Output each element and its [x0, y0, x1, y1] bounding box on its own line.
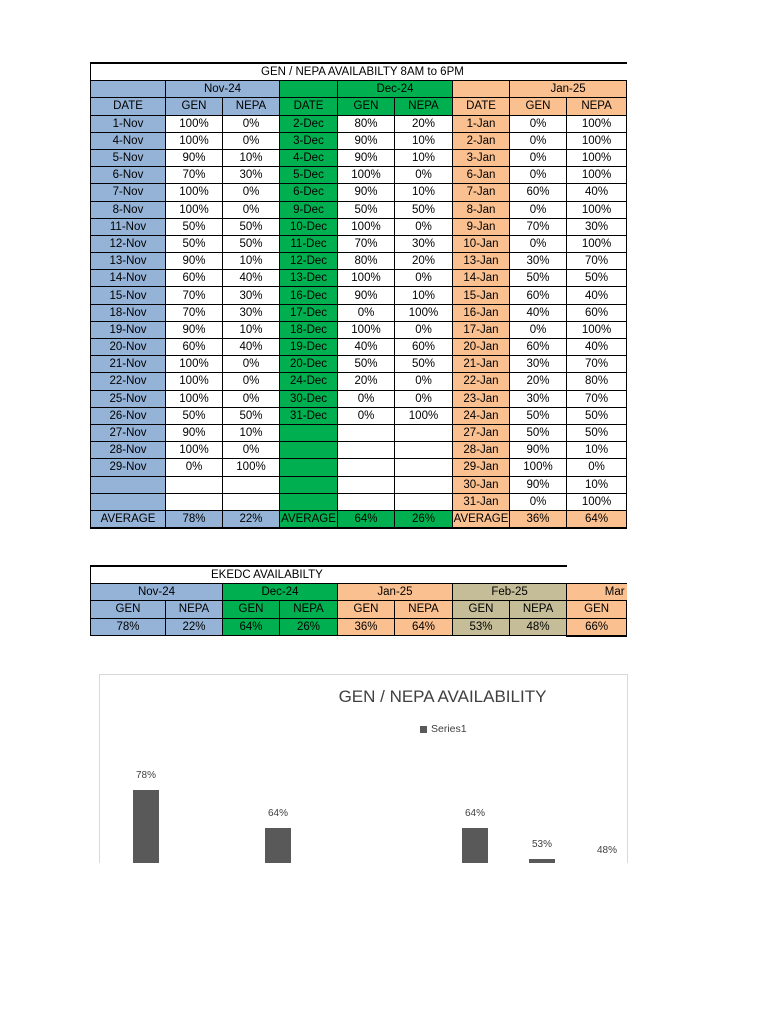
blank-cell	[280, 81, 338, 98]
table-cell	[223, 476, 280, 493]
table-row	[91, 235, 627, 252]
table-cell: 0%	[338, 390, 395, 407]
ekedc-table	[90, 565, 627, 637]
table-cell: 40%	[567, 184, 627, 201]
table-cell: 10%	[395, 149, 453, 166]
table-cell: 17-Jan	[453, 321, 510, 338]
table-cell: 50%	[166, 235, 223, 252]
table-cell	[91, 476, 166, 493]
table-cell: 100%	[166, 184, 223, 201]
table-cell: 30%	[395, 235, 453, 252]
table-cell	[166, 476, 223, 493]
table-row	[91, 132, 627, 149]
table-row	[91, 407, 627, 424]
table-cell: 100%	[166, 356, 223, 373]
table-cell: 60%	[395, 339, 453, 356]
table-cell: 0%	[510, 235, 567, 252]
table-cell: 30%	[510, 390, 567, 407]
average-cell: 64%	[567, 510, 627, 528]
table-cell: 0%	[395, 373, 453, 390]
table-cell: 15-Jan	[453, 287, 510, 304]
table-cell: 70%	[166, 167, 223, 184]
table-cell: 40%	[567, 339, 627, 356]
month-header: Dec-24	[338, 81, 453, 98]
value-cell: 36%	[338, 618, 395, 636]
table-cell: 50%	[395, 356, 453, 373]
table-cell: 21-Nov	[91, 356, 166, 373]
value-cell: 64%	[223, 618, 280, 636]
table-cell: 40%	[338, 339, 395, 356]
table-cell	[338, 476, 395, 493]
value-cell: 22%	[166, 618, 223, 636]
table-cell: 60%	[567, 304, 627, 321]
table-row	[91, 459, 627, 476]
table-cell: 90%	[166, 253, 223, 270]
table-cell: 20-Dec	[280, 356, 338, 373]
column-header: NEPA	[567, 98, 627, 115]
table-cell: 10%	[567, 442, 627, 459]
table-cell: 10-Dec	[280, 218, 338, 235]
table-cell: 9-Jan	[453, 218, 510, 235]
table-cell: 100%	[567, 235, 627, 252]
table-cell: 0%	[223, 442, 280, 459]
table-cell: 0%	[395, 270, 453, 287]
table-cell: 100%	[166, 373, 223, 390]
table-cell: 6-Jan	[453, 167, 510, 184]
column-header: GEN	[453, 601, 510, 618]
table-cell: 30%	[510, 356, 567, 373]
table-row	[91, 304, 627, 321]
average-cell: AVERAGE	[453, 510, 510, 528]
table-cell: 90%	[338, 184, 395, 201]
table-cell: 100%	[338, 218, 395, 235]
table-cell: 50%	[395, 201, 453, 218]
average-row	[91, 510, 627, 528]
table-cell	[223, 493, 280, 510]
table-cell: 21-Jan	[453, 356, 510, 373]
table-cell: 50%	[567, 407, 627, 424]
table-row	[91, 201, 627, 218]
value-cell: 78%	[91, 618, 166, 636]
column-header: GEN	[338, 601, 395, 618]
table-cell: 50%	[510, 407, 567, 424]
column-header: NEPA	[280, 601, 338, 618]
table-cell: 0%	[223, 373, 280, 390]
average-cell: 78%	[166, 510, 223, 528]
table-cell: 0%	[223, 356, 280, 373]
blank-cell	[91, 81, 166, 98]
table-cell: 90%	[338, 132, 395, 149]
table-cell	[91, 493, 166, 510]
table-cell: 100%	[395, 304, 453, 321]
table-cell: 100%	[567, 149, 627, 166]
table-cell: 80%	[338, 115, 395, 132]
table-cell: 30-Jan	[453, 476, 510, 493]
month-header: Jan-25	[338, 584, 453, 601]
table-cell: 11-Nov	[91, 218, 166, 235]
data-label: 64%	[267, 808, 288, 819]
chart-bar	[265, 828, 291, 863]
chart-title: GEN / NEPA AVAILABILITY	[338, 687, 547, 706]
table-cell: 100%	[567, 493, 627, 510]
table-cell: 18-Nov	[91, 304, 166, 321]
table-cell: 30%	[223, 304, 280, 321]
table-cell: 50%	[567, 424, 627, 441]
table-cell: 29-Jan	[453, 459, 510, 476]
table-cell	[395, 442, 453, 459]
table-cell: 30-Dec	[280, 390, 338, 407]
table-cell: 70%	[567, 390, 627, 407]
table-cell: 100%	[166, 442, 223, 459]
value-cell: 66%	[567, 618, 627, 636]
table-cell: 50%	[223, 407, 280, 424]
column-header: DATE	[453, 98, 510, 115]
column-header: GEN	[166, 98, 223, 115]
availability-table	[90, 62, 626, 529]
table-cell: 70%	[510, 218, 567, 235]
table-cell: 1-Nov	[91, 115, 166, 132]
table-cell: 50%	[338, 201, 395, 218]
table-cell: 11-Dec	[280, 235, 338, 252]
column-header: DATE	[280, 98, 338, 115]
table-cell: 0%	[510, 493, 567, 510]
table-row	[91, 184, 627, 201]
table-cell: 0%	[166, 459, 223, 476]
table-cell: 10%	[395, 287, 453, 304]
table-cell	[395, 459, 453, 476]
table-cell: 60%	[166, 270, 223, 287]
table-cell: 0%	[223, 390, 280, 407]
table-cell	[338, 459, 395, 476]
blank-cell	[567, 566, 627, 584]
column-header: GEN	[223, 601, 280, 618]
table-cell: 1-Jan	[453, 115, 510, 132]
column-header: NEPA	[510, 601, 567, 618]
column-header: NEPA	[223, 98, 280, 115]
average-cell: 36%	[510, 510, 567, 528]
table-cell: 0%	[567, 459, 627, 476]
table-cell: 28-Jan	[453, 442, 510, 459]
table-cell: 20%	[395, 253, 453, 270]
legend-swatch-icon	[420, 726, 427, 733]
table-cell: 40%	[510, 304, 567, 321]
table-cell	[338, 424, 395, 441]
table-cell: 24-Jan	[453, 407, 510, 424]
table-cell: 20%	[510, 373, 567, 390]
table-row	[91, 149, 627, 166]
table-cell: 0%	[395, 167, 453, 184]
table-cell: 0%	[510, 132, 567, 149]
table-cell: 2-Dec	[280, 115, 338, 132]
table-cell: 27-Jan	[453, 424, 510, 441]
table-cell: 0%	[395, 218, 453, 235]
table-row	[91, 442, 627, 459]
table-cell: 20-Nov	[91, 339, 166, 356]
table-row	[91, 476, 627, 493]
value-cell: 48%	[510, 618, 567, 636]
column-header: GEN	[338, 98, 395, 115]
blank-cell	[453, 81, 510, 98]
table-cell: 90%	[166, 321, 223, 338]
table-cell: 6-Nov	[91, 167, 166, 184]
table-cell: 100%	[338, 270, 395, 287]
table-cell: 31-Dec	[280, 407, 338, 424]
table-cell: 0%	[395, 390, 453, 407]
table-cell: 8-Nov	[91, 201, 166, 218]
table-cell: 80%	[567, 373, 627, 390]
table-cell: 100%	[166, 132, 223, 149]
table-cell: 7-Jan	[453, 184, 510, 201]
table-cell: 50%	[223, 235, 280, 252]
table-cell: 0%	[510, 167, 567, 184]
table-cell: 0%	[223, 132, 280, 149]
table-cell: 90%	[338, 149, 395, 166]
table-cell	[338, 442, 395, 459]
table-cell: 3-Jan	[453, 149, 510, 166]
value-cell: 64%	[395, 618, 453, 636]
table-cell: 90%	[166, 149, 223, 166]
table-cell: 90%	[510, 476, 567, 493]
table-cell: 10%	[223, 149, 280, 166]
table-cell: 100%	[166, 115, 223, 132]
table-cell: 90%	[166, 424, 223, 441]
table-cell: 10%	[395, 132, 453, 149]
table-cell: 30%	[223, 167, 280, 184]
table-cell: 12-Nov	[91, 235, 166, 252]
table-cell: 24-Dec	[280, 373, 338, 390]
table-cell: 15-Nov	[91, 287, 166, 304]
table-cell	[280, 459, 338, 476]
table-cell: 23-Jan	[453, 390, 510, 407]
table-cell: 27-Nov	[91, 424, 166, 441]
table-row	[91, 493, 627, 510]
month-header: Nov-24	[166, 81, 280, 98]
table-cell: 50%	[223, 218, 280, 235]
table-cell: 10%	[567, 476, 627, 493]
table-cell: 10%	[223, 253, 280, 270]
table-row	[91, 321, 627, 338]
table-cell: 2-Jan	[453, 132, 510, 149]
table-cell	[395, 424, 453, 441]
table-cell: 29-Nov	[91, 459, 166, 476]
table-cell: 10%	[223, 321, 280, 338]
table-cell	[280, 476, 338, 493]
table-cell: 26-Nov	[91, 407, 166, 424]
table-cell: 50%	[567, 270, 627, 287]
average-cell: 26%	[395, 510, 453, 528]
table-cell: 4-Nov	[91, 132, 166, 149]
data-label: 48%	[596, 845, 617, 856]
data-label: 53%	[531, 839, 552, 850]
table-cell: 3-Dec	[280, 132, 338, 149]
table-cell: 50%	[338, 356, 395, 373]
table-row	[91, 390, 627, 407]
table-cell: 40%	[223, 270, 280, 287]
table-cell: 16-Dec	[280, 287, 338, 304]
table-cell: 13-Jan	[453, 253, 510, 270]
table-cell: 50%	[166, 407, 223, 424]
table-cell: 50%	[166, 218, 223, 235]
table-cell: 25-Nov	[91, 390, 166, 407]
column-header: GEN	[510, 98, 567, 115]
table-cell: 9-Dec	[280, 201, 338, 218]
table-row	[91, 424, 627, 441]
column-header: NEPA	[395, 98, 453, 115]
table-cell: 19-Nov	[91, 321, 166, 338]
table-cell: 22-Jan	[453, 373, 510, 390]
table-cell: 100%	[567, 201, 627, 218]
average-cell: 22%	[223, 510, 280, 528]
table-cell: 100%	[567, 167, 627, 184]
table-cell: 90%	[510, 442, 567, 459]
table-cell: 50%	[510, 270, 567, 287]
table-cell: 0%	[338, 407, 395, 424]
table-row	[91, 167, 627, 184]
table-cell: 10-Jan	[453, 235, 510, 252]
table-cell: 0%	[395, 321, 453, 338]
table-cell: 0%	[338, 304, 395, 321]
value-cell: 53%	[453, 618, 510, 636]
average-cell: AVERAGE	[280, 510, 338, 528]
table-cell: 0%	[223, 115, 280, 132]
table-cell: 70%	[166, 287, 223, 304]
table-cell: 70%	[338, 235, 395, 252]
table-cell: 100%	[567, 115, 627, 132]
table-cell	[280, 493, 338, 510]
table-cell: 60%	[166, 339, 223, 356]
average-cell: 64%	[338, 510, 395, 528]
table-cell: 100%	[567, 132, 627, 149]
table-cell	[280, 442, 338, 459]
table-cell: 100%	[567, 321, 627, 338]
average-cell: AVERAGE	[91, 510, 166, 528]
table-cell	[395, 493, 453, 510]
gen-nepa-table	[90, 62, 627, 529]
table-cell: 17-Dec	[280, 304, 338, 321]
table-cell: 13-Dec	[280, 270, 338, 287]
chart-legend	[420, 723, 467, 735]
table-cell: 50%	[510, 424, 567, 441]
table-cell: 20-Jan	[453, 339, 510, 356]
table-cell: 28-Nov	[91, 442, 166, 459]
table-cell: 40%	[567, 287, 627, 304]
table-cell: 13-Nov	[91, 253, 166, 270]
table-cell: 100%	[395, 407, 453, 424]
table-cell: 31-Jan	[453, 493, 510, 510]
table-cell: 80%	[338, 253, 395, 270]
table-cell: 10%	[223, 424, 280, 441]
table-cell: 100%	[223, 459, 280, 476]
table-row	[91, 287, 627, 304]
table-cell: 70%	[166, 304, 223, 321]
table-cell: 0%	[510, 321, 567, 338]
column-header: DATE	[91, 98, 166, 115]
table-cell: 30%	[223, 287, 280, 304]
chart-bar	[133, 790, 159, 863]
table-title: GEN / NEPA AVAILABILTY 8AM to 6PM	[91, 63, 627, 81]
table-cell: 100%	[338, 167, 395, 184]
table-row	[91, 373, 627, 390]
table-cell: 0%	[510, 149, 567, 166]
table-cell: 100%	[166, 390, 223, 407]
table-cell: 30%	[567, 218, 627, 235]
legend-label: Series1	[431, 723, 467, 735]
column-header: NEPA	[166, 601, 223, 618]
table-cell: 60%	[510, 339, 567, 356]
column-header: GEN	[567, 601, 627, 618]
table-cell	[280, 424, 338, 441]
table-cell: 6-Dec	[280, 184, 338, 201]
table-cell: 5-Dec	[280, 167, 338, 184]
column-header: GEN	[91, 601, 166, 618]
month-header: Mar	[567, 584, 627, 601]
table-cell	[166, 493, 223, 510]
table-row	[91, 356, 627, 373]
data-label: 78%	[135, 770, 156, 781]
table-cell: 4-Dec	[280, 149, 338, 166]
table-row	[91, 339, 627, 356]
table-cell	[338, 493, 395, 510]
table-cell: 100%	[338, 321, 395, 338]
table-cell: 16-Jan	[453, 304, 510, 321]
table-cell: 70%	[567, 253, 627, 270]
table-cell: 30%	[510, 253, 567, 270]
table-cell: 18-Dec	[280, 321, 338, 338]
table-cell: 0%	[223, 201, 280, 218]
table-cell: 60%	[510, 287, 567, 304]
month-header: Jan-25	[510, 81, 627, 98]
table-cell: 7-Nov	[91, 184, 166, 201]
column-header: NEPA	[395, 601, 453, 618]
data-label: 64%	[464, 808, 485, 819]
table-cell: 19-Dec	[280, 339, 338, 356]
chart-bar	[529, 859, 555, 863]
table-cell: 0%	[510, 115, 567, 132]
table-cell: 14-Nov	[91, 270, 166, 287]
table-cell: 14-Jan	[453, 270, 510, 287]
table-cell: 5-Nov	[91, 149, 166, 166]
value-cell: 26%	[280, 618, 338, 636]
table-row	[91, 115, 627, 132]
table-row	[91, 253, 627, 270]
table-cell: 70%	[567, 356, 627, 373]
table-cell: 20%	[338, 373, 395, 390]
table-cell: 0%	[223, 184, 280, 201]
ekedc-title: EKEDC AVAILABILTY	[91, 566, 567, 584]
month-header: Dec-24	[223, 584, 338, 601]
availability-chart	[99, 674, 628, 863]
table-row	[91, 270, 627, 287]
table-cell: 100%	[510, 459, 567, 476]
table-cell: 12-Dec	[280, 253, 338, 270]
table-cell: 60%	[510, 184, 567, 201]
table-cell: 40%	[223, 339, 280, 356]
table-cell: 22-Nov	[91, 373, 166, 390]
table-cell: 8-Jan	[453, 201, 510, 218]
table-cell: 90%	[338, 287, 395, 304]
table-cell: 10%	[395, 184, 453, 201]
table-cell: 20%	[395, 115, 453, 132]
month-header: Feb-25	[453, 584, 567, 601]
month-header: Nov-24	[91, 584, 223, 601]
table-row	[91, 218, 627, 235]
table-cell: 0%	[510, 201, 567, 218]
chart-bar	[462, 828, 488, 863]
table-cell: 100%	[166, 201, 223, 218]
table-cell	[395, 476, 453, 493]
